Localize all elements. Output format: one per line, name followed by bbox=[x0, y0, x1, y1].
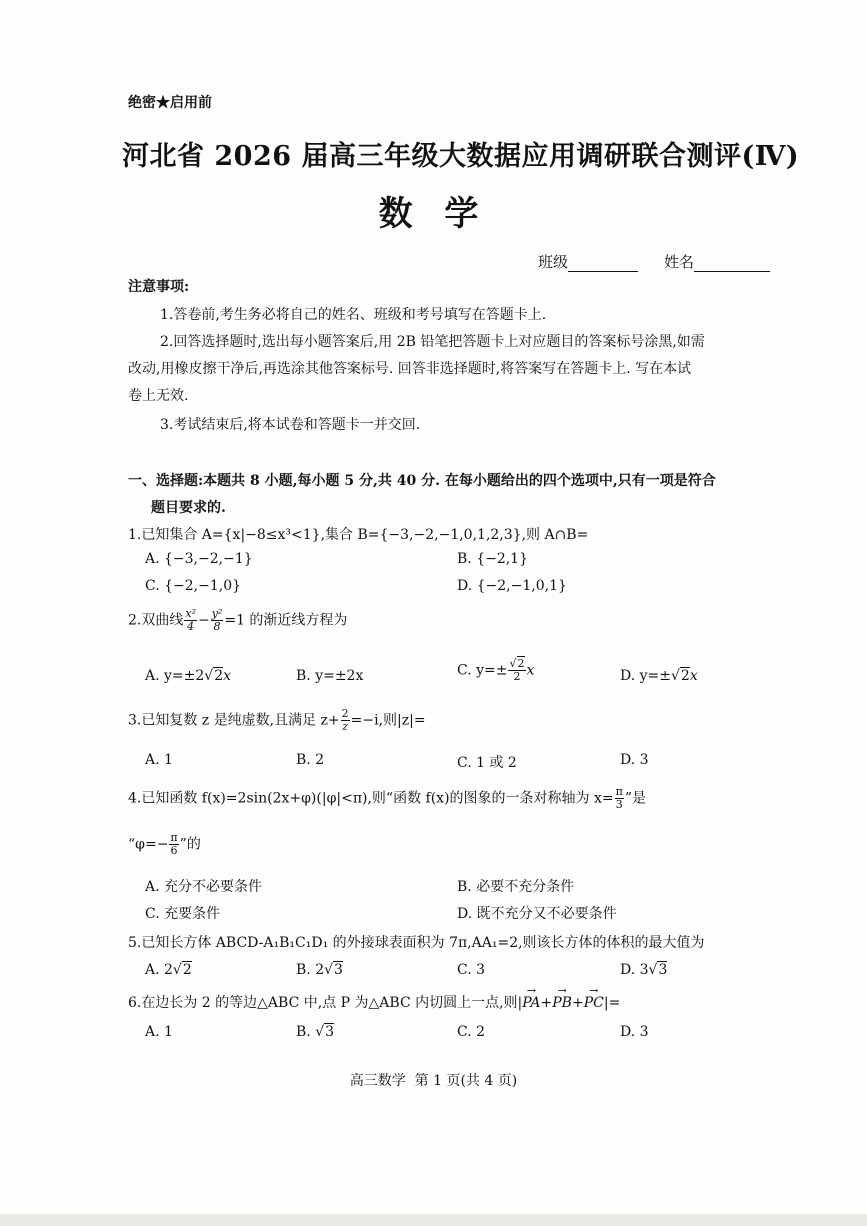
name-label: 姓名 bbox=[664, 253, 695, 271]
question-1-option-d: D. {−2,−1,0,1} bbox=[457, 578, 567, 594]
subject-title: 数 学 bbox=[378, 194, 489, 234]
question-4-option-b: B. 必要不充分条件 bbox=[457, 879, 575, 895]
q2-y2: y² bbox=[211, 607, 223, 620]
section-heading-cont: 题目要求的. bbox=[151, 500, 226, 516]
q2a-pre: A. y=±2 bbox=[145, 668, 205, 684]
page-footer: 高三数学 第 1 页(共 4 页) bbox=[349, 1073, 518, 1089]
q2-pre: 2.双曲线 bbox=[128, 612, 184, 629]
question-1-option-c: C. {−2,−1,0} bbox=[145, 578, 242, 594]
q3-num: 2 bbox=[341, 707, 349, 720]
question-6-option-d: D. 3 bbox=[620, 1024, 649, 1040]
question-4-option-d: D. 既不充分又不必要条件 bbox=[457, 906, 617, 922]
q4-post1: ”是 bbox=[624, 790, 647, 807]
vector-pc: → PC bbox=[584, 995, 604, 1011]
q2c-den: 2 bbox=[513, 670, 521, 683]
question-4-option-a: A. 充分不必要条件 bbox=[145, 879, 263, 895]
question-6-stem bbox=[128, 992, 620, 1012]
question-2-option-c bbox=[457, 658, 534, 683]
q5d-root: 3 bbox=[658, 962, 668, 978]
q6-plus2: + bbox=[571, 995, 584, 1011]
question-4-stem bbox=[128, 786, 646, 811]
q6-post: |= bbox=[603, 995, 621, 1011]
q6-pre: 6.在边长为 2 的等边△ABC 中,点 P 为△ABC 内切圆上一点,则| bbox=[128, 995, 523, 1011]
question-2-option-a: A. y=±2√2x bbox=[145, 668, 232, 684]
question-4-option-c: C. 充要条件 bbox=[145, 906, 221, 922]
question-5-option-b: B. 2√3 bbox=[296, 962, 343, 978]
question-5-option-d: D. 3√3 bbox=[620, 962, 668, 978]
question-6-option-b: B. √3 bbox=[296, 1024, 335, 1040]
section-heading: 一、选择题:本题共 8 小题,每小题 5 分,共 40 分. 在每小题给出的四个选项中,只有一项是符合 bbox=[128, 473, 716, 489]
q3-frac bbox=[341, 708, 350, 733]
q6b-root: 3 bbox=[325, 1024, 335, 1040]
q2d-root: 2 bbox=[680, 668, 690, 684]
question-3-option-c: C. 1 或 2 bbox=[457, 755, 517, 771]
q5b-root: 3 bbox=[334, 962, 343, 978]
question-3-option-a: A. 1 bbox=[145, 752, 173, 768]
vector-pa: → PA bbox=[522, 995, 540, 1011]
question-5-option-c: C. 3 bbox=[457, 962, 486, 978]
notice-item-2-line-2: 改动,用橡皮擦干净后,再选涂其他答案标号. 回答非选择题时,将答案写在答题卡上. 写在本试 bbox=[128, 361, 692, 377]
exam-title: 河北省 2026 届高三年级大数据应用调研联合测评(Ⅳ) bbox=[122, 141, 800, 172]
q2-x2: x² bbox=[185, 607, 196, 620]
q2-frac-x bbox=[184, 608, 197, 633]
question-3-stem bbox=[128, 708, 426, 733]
class-blank[interactable] bbox=[568, 271, 638, 272]
vector-pb: → PB bbox=[552, 995, 572, 1011]
notice-item-3: 3.考试结束后,将本试卷和答题卡一并交回. bbox=[160, 417, 421, 433]
q4-line2-post: ”的 bbox=[179, 836, 201, 853]
question-6-option-a: A. 1 bbox=[145, 1024, 173, 1040]
question-5-stem: 5.已知长方体 ABCD-A₁B₁C₁D₁ 的外接球表面积为 7π,AA₁=2,则该长方体的体积的最大值为 bbox=[128, 935, 705, 951]
q2c-num: √2 bbox=[509, 657, 525, 670]
question-1-stem: 1.已知集合 A={x|−8≤x³<1},集合 B={−3,−2,−1,0,1,2,3},则 A∩B= bbox=[128, 527, 589, 543]
question-2-option-d: D. y=±√2x bbox=[620, 668, 698, 684]
confidential-label: 绝密★启用前 bbox=[128, 95, 212, 111]
q3-post: =−i,则|z|= bbox=[350, 712, 426, 729]
q4-den1: 3 bbox=[615, 798, 623, 811]
q6b-pre: B. bbox=[296, 1024, 316, 1040]
question-3-option-b: B. 2 bbox=[296, 752, 325, 768]
q2-four: 4 bbox=[187, 620, 195, 633]
q4-frac2 bbox=[169, 832, 178, 857]
q2c-pre: C. y=± bbox=[457, 662, 508, 679]
question-1-option-b: B. {−2,1} bbox=[457, 551, 528, 567]
q2-post: =1 的渐近线方程为 bbox=[224, 612, 348, 629]
question-4-stem-cont bbox=[128, 832, 201, 857]
q4-num1: π bbox=[615, 785, 623, 798]
q2-eight: 8 bbox=[213, 620, 221, 633]
q2-frac-y bbox=[211, 608, 224, 633]
question-2-option-b: B. y=±2x bbox=[296, 668, 364, 684]
question-5-option-a: A. 2√2 bbox=[145, 962, 192, 978]
notice-title: 注意事项: bbox=[128, 279, 190, 295]
q4-num2: π bbox=[170, 831, 178, 844]
question-6-option-c: C. 2 bbox=[457, 1024, 486, 1040]
question-3-option-d: D. 3 bbox=[620, 752, 649, 768]
q4-frac1 bbox=[615, 786, 624, 811]
q5b-pre: B. 2 bbox=[296, 962, 325, 978]
q3-den: z bbox=[342, 720, 349, 733]
q2d-pre: D. y=± bbox=[620, 668, 671, 684]
notice-item-1: 1.答卷前,考生务必将自己的姓名、班级和考号填写在答题卡上. bbox=[160, 307, 547, 323]
name-blank[interactable] bbox=[694, 271, 770, 272]
q4-pre: 4.已知函数 f(x)=2sin(2x+φ)(|φ|<π),则“函数 f(x)的图象的一条对称轴为 x= bbox=[128, 790, 614, 807]
q5d-pre: D. 3 bbox=[620, 962, 649, 978]
q2d-post: x bbox=[689, 668, 698, 684]
q6-plus1: + bbox=[540, 995, 553, 1011]
question-2-stem bbox=[128, 608, 347, 633]
q2a-root: 2 bbox=[214, 668, 224, 684]
name-field[interactable] bbox=[664, 251, 770, 272]
notice-item-2-line-3: 卷上无效. bbox=[128, 388, 189, 404]
notice-item-2-line-1: 2.回答选择题时,选出每小题答案后,用 2B 铅笔把答题卡上对应题目的答案标号涂黑,如需 bbox=[160, 334, 705, 350]
q2a-post: x bbox=[223, 668, 232, 684]
q2c-root: 2 bbox=[517, 657, 525, 670]
q3-pre: 3.已知复数 z 是纯虚数,且满足 z+ bbox=[128, 712, 340, 729]
q5a-pre: A. 2 bbox=[145, 962, 173, 978]
q4-den2: 6 bbox=[170, 844, 178, 857]
q2c-post: x bbox=[526, 662, 535, 679]
scan-edge bbox=[0, 1214, 867, 1226]
q2-minus: − bbox=[197, 612, 210, 629]
q4-line2-pre: “φ=− bbox=[128, 836, 169, 853]
q5a-root: 2 bbox=[182, 962, 192, 978]
q2c-frac bbox=[508, 658, 525, 683]
question-1-option-a: A. {−3,−2,−1} bbox=[145, 551, 253, 567]
class-field[interactable] bbox=[538, 251, 638, 272]
class-label: 班级 bbox=[538, 253, 569, 271]
